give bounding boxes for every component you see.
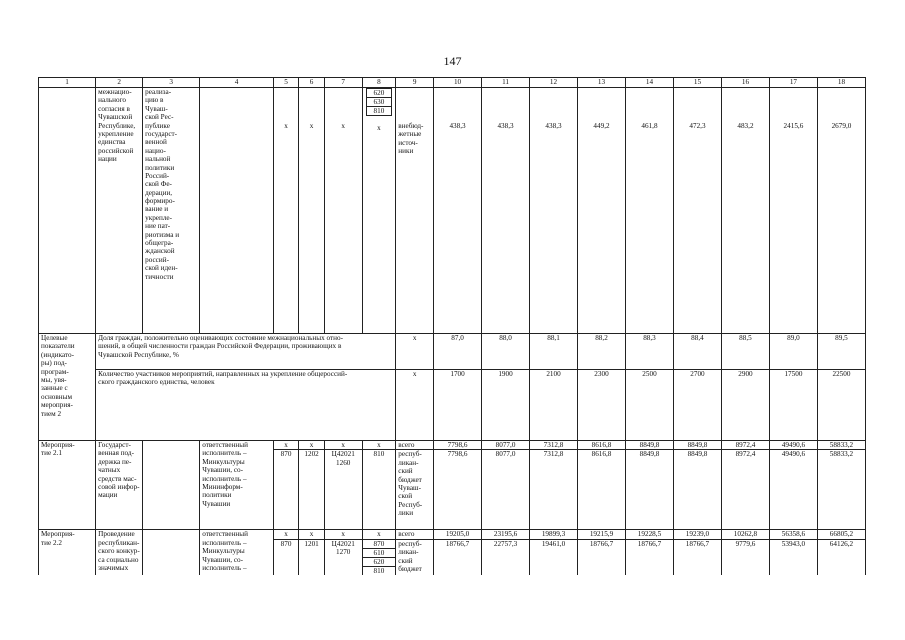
value-cell: 89,5	[817, 334, 865, 370]
value-cell: 461,8	[625, 88, 673, 334]
text-line: бюджет	[398, 564, 422, 573]
text-line: Доля граждан, положительно оценивающих состояние межнациональных отно-	[98, 334, 343, 342]
col-header: 17	[769, 78, 817, 88]
text-line: политики	[145, 163, 175, 172]
text-line: Мероприя-	[41, 530, 75, 539]
value-cell: 8616,8	[578, 450, 626, 530]
text-line: риотизма и	[145, 230, 180, 239]
expense-code: 630	[366, 97, 393, 106]
text-line: ской иден-	[145, 264, 178, 273]
expense-code: 620	[363, 557, 396, 566]
text-line: Чувашской Республике, %	[98, 350, 179, 359]
text-line: значимых	[98, 563, 129, 572]
text-line: Минкультуры	[202, 547, 245, 556]
text-line: програм-	[41, 367, 69, 376]
value-cell: 19205,0	[434, 530, 482, 539]
expense-code: 620	[366, 88, 393, 97]
text-line: мации	[98, 491, 118, 500]
text-line: нацио-	[145, 146, 166, 155]
value-cell: 88,5	[721, 334, 769, 370]
targets-label-cell	[39, 334, 96, 441]
text-line: ского гражданского единства, человек	[98, 378, 215, 387]
col-header: 14	[625, 78, 673, 88]
col-header: 16	[721, 78, 769, 88]
text-line: ский	[398, 556, 413, 565]
text-line: Чувашской	[98, 113, 133, 122]
value-cell: 9779,6	[721, 539, 769, 575]
value-cell: 53943,0	[769, 539, 817, 575]
text-line: показатели	[41, 342, 75, 351]
text-line: (индикато-	[41, 350, 75, 359]
text-line: источ-	[398, 138, 418, 147]
col-header: 3	[143, 78, 200, 88]
table-row	[39, 530, 866, 539]
text-line: мы, увя-	[41, 375, 67, 384]
text-line: дерации,	[145, 188, 173, 197]
value-cell: 58833,2	[817, 450, 865, 530]
text-line: исполнитель –	[202, 563, 247, 572]
value-cell: 49490,6	[769, 450, 817, 530]
measure-label-cell	[39, 441, 96, 530]
measure-name-cell	[96, 530, 143, 575]
measure-name-cell	[96, 441, 143, 530]
text-line: ской Рес-	[145, 113, 174, 122]
value-cell: 18766,7	[625, 539, 673, 575]
value-cell: 7798,6	[434, 441, 482, 450]
value-cell: 2700	[673, 370, 721, 441]
value-cell: 19215,9	[578, 530, 626, 539]
value-cell: 64126,2	[817, 539, 865, 575]
indicator-text-cell	[96, 334, 396, 370]
page-number: 147	[443, 54, 462, 68]
value-cell: 18766,7	[434, 539, 482, 575]
text-line: чатных	[98, 466, 121, 475]
code-list-cell: 620 630 810 x	[362, 88, 396, 334]
text-line: исполнитель –	[202, 449, 247, 458]
value-cell: 1700	[434, 370, 482, 441]
text-line: тие 2.2	[41, 538, 62, 547]
text-line: ликан-	[398, 548, 419, 557]
goal-cell	[143, 88, 200, 334]
text-line: нальной	[145, 155, 171, 164]
text-line: Респуб-	[398, 500, 423, 509]
text-line: ский	[398, 467, 413, 476]
text-line: формиро-	[145, 197, 175, 206]
text-line: вание и	[145, 205, 169, 214]
text-line: укрепление	[98, 129, 134, 138]
code-cell: x	[273, 441, 299, 450]
value-cell: 8616,8	[578, 441, 626, 450]
executor-cell	[200, 441, 274, 530]
table-row	[39, 441, 866, 450]
text-line: основным	[41, 392, 73, 401]
text-line: жетные	[398, 130, 422, 139]
value-cell: 88,4	[673, 334, 721, 370]
value-cell: 2415,6	[769, 88, 817, 334]
text-line: межнацио-	[98, 88, 132, 96]
text-line: Чувашии, со-	[202, 555, 244, 564]
code-cell: x	[362, 441, 396, 450]
col-header: 9	[396, 78, 434, 88]
expense-code: 810	[366, 106, 393, 116]
value-cell: 18766,7	[578, 539, 626, 575]
text-line: реализа-	[145, 88, 172, 96]
text-line: Россий-	[145, 171, 170, 180]
text-line: совой инфор-	[98, 482, 140, 491]
text-line: нации	[98, 155, 117, 164]
text-line: тичности	[145, 272, 174, 281]
col-header: 1	[39, 78, 96, 88]
value-cell: 7312,8	[530, 441, 578, 450]
code-cell: x	[324, 441, 362, 450]
code-cell: x	[299, 530, 325, 539]
col-header: 10	[434, 78, 482, 88]
value-cell: 10262,8	[721, 530, 769, 539]
value-cell: 56358,6	[769, 530, 817, 539]
text-line: Целевые	[41, 334, 68, 342]
col-header: 11	[482, 78, 530, 88]
value-cell: 2500	[625, 370, 673, 441]
col-header: 18	[817, 78, 865, 88]
value-cell: 88,3	[625, 334, 673, 370]
text-line: ники	[398, 147, 414, 156]
value-cell: 1900	[482, 370, 530, 441]
text-line: исполнитель –	[202, 538, 247, 547]
measure-label-cell	[39, 530, 96, 575]
col-header: 15	[673, 78, 721, 88]
text-line: Республике,	[98, 121, 136, 130]
value-cell: 7798,6	[434, 450, 482, 530]
col-header: 8	[362, 78, 396, 88]
text-line: Ц42021	[331, 539, 355, 548]
text-line: ответственный	[202, 441, 248, 449]
value-cell: 19461,0	[530, 539, 578, 575]
code-cell	[324, 539, 362, 575]
value-cell: 7312,8	[530, 450, 578, 530]
text-line: ской Фе-	[145, 180, 172, 189]
code-cell: x	[273, 530, 299, 539]
indicator-text-cell	[96, 370, 396, 441]
text-line: нального	[98, 96, 126, 105]
column-numbers-row	[39, 78, 866, 88]
code-cell: 1202	[299, 450, 325, 530]
text-line: единства	[98, 138, 126, 147]
text-line: россий-	[145, 255, 169, 264]
source-cell	[396, 539, 434, 575]
value-cell: 8849,8	[625, 450, 673, 530]
table-row	[39, 370, 866, 441]
table-row	[39, 88, 866, 334]
source-cell: всего	[396, 441, 434, 450]
text-line: Мероприя-	[41, 441, 75, 449]
text-line: ского конкур-	[98, 547, 140, 556]
text-line: 1270	[336, 548, 351, 557]
value-cell: 2900	[721, 370, 769, 441]
value-cell: 23195,6	[482, 530, 530, 539]
code-cell: x	[362, 530, 396, 539]
code-list-cell	[362, 539, 396, 575]
code-cell: 1201	[299, 539, 325, 575]
col-header: 4	[200, 78, 274, 88]
code-cell	[324, 450, 362, 530]
text-line: цию в	[145, 96, 164, 105]
text-line: ние пат-	[145, 222, 171, 231]
value-cell: 8849,8	[673, 450, 721, 530]
col-header: 2	[96, 78, 143, 88]
value-cell: 8077,0	[482, 450, 530, 530]
value-cell: 2679,0	[817, 88, 865, 334]
value-cell: 49490,6	[769, 441, 817, 450]
value-cell: 8972,4	[721, 441, 769, 450]
value-cell: 88,2	[578, 334, 626, 370]
text-line: шений, в общей численности граждан Российской Федерации, проживающих в	[98, 342, 342, 351]
text-line: лики	[398, 509, 414, 518]
text-line: тием 2	[41, 409, 62, 418]
text-line: са социально	[98, 555, 139, 564]
value-cell: 66805,2	[817, 530, 865, 539]
value-cell: 22500	[817, 370, 865, 441]
value-cell: 17500	[769, 370, 817, 441]
value-cell: 18766,7	[673, 539, 721, 575]
source-cell	[396, 450, 434, 530]
text-line: респуб-	[398, 539, 422, 548]
text-line: держка пе-	[98, 457, 132, 466]
value-cell: 8077,0	[482, 441, 530, 450]
text-line: Количество участников мероприятий, направленных на укрепление общероссий-	[98, 370, 348, 378]
text-line: Чувашии	[202, 499, 231, 508]
code-cell: 870	[273, 450, 299, 530]
text-line: жданской	[145, 247, 175, 256]
text-line: ской	[398, 492, 413, 501]
col-header: 7	[324, 78, 362, 88]
code-cell: x	[324, 88, 362, 334]
table-row	[39, 334, 866, 370]
value-cell: 438,3	[482, 88, 530, 334]
value-cell: 87,0	[434, 334, 482, 370]
event-name-cell	[96, 88, 143, 334]
indicator-x-cell: x	[396, 370, 434, 441]
text-line: бюджет	[398, 475, 422, 484]
text-line: Государст-	[98, 441, 131, 449]
code-cell: x	[299, 88, 325, 334]
value-cell: 19899,3	[530, 530, 578, 539]
value-cell: 2300	[578, 370, 626, 441]
value-cell: 449,2	[578, 88, 626, 334]
value-cell: 8849,8	[673, 441, 721, 450]
value-cell: 438,3	[530, 88, 578, 334]
text-line: Чуваш-	[145, 104, 168, 113]
text-line: российской	[98, 146, 134, 155]
code-cell: x	[324, 530, 362, 539]
text-line: Чувашии, со-	[202, 466, 244, 475]
value-cell: 8972,4	[721, 450, 769, 530]
value-cell: 438,3	[434, 88, 482, 334]
text-line: Чуваш-	[398, 483, 421, 492]
text-line: внебюд-	[398, 122, 424, 130]
value-cell: 89,0	[769, 334, 817, 370]
text-line: согласия в	[98, 104, 130, 113]
col-header: 13	[578, 78, 626, 88]
source-cell: всего	[396, 530, 434, 539]
text-line: Проведение	[98, 530, 135, 539]
expense-code: 610	[363, 548, 396, 557]
text-line: ры) под-	[41, 359, 67, 368]
value-cell: 483,2	[721, 88, 769, 334]
source-cell	[396, 88, 434, 334]
indicator-x-cell: x	[396, 334, 434, 370]
value-cell: 88,0	[482, 334, 530, 370]
text-line: политики	[202, 491, 232, 500]
value-cell: 8849,8	[625, 441, 673, 450]
text-line: общегра-	[145, 239, 174, 248]
text-line: 1260	[336, 458, 351, 467]
text-line: венная под-	[98, 449, 134, 458]
executor-cell	[200, 530, 274, 575]
expense-code: 870	[373, 539, 385, 548]
text-line: укрепле-	[145, 213, 173, 222]
text-line: тие 2.1	[41, 449, 62, 458]
text-line: ответственный	[202, 530, 248, 539]
col-header: 6	[299, 78, 325, 88]
expense-code: 810	[363, 566, 396, 575]
text-line: ликан-	[398, 458, 419, 467]
code-cell: x	[273, 88, 299, 334]
value-cell: 19239,0	[673, 530, 721, 539]
text-line: государст-	[145, 129, 178, 138]
text-line: респуб-	[398, 450, 422, 459]
text-line: венной	[145, 138, 167, 147]
col-header: 5	[273, 78, 299, 88]
text-line: мероприя-	[41, 401, 73, 410]
text-line: средств мас-	[98, 474, 137, 483]
value-cell: 472,3	[673, 88, 721, 334]
code-cell: x	[299, 441, 325, 450]
value-cell: 22757,3	[482, 539, 530, 575]
text-line: Минкультуры	[202, 457, 245, 466]
value-cell: 58833,2	[817, 441, 865, 450]
value-cell: 2100	[530, 370, 578, 441]
col-header: 12	[530, 78, 578, 88]
text-line: Мининформ-	[202, 482, 243, 491]
code-cell: 810	[362, 450, 396, 530]
text-line: исполнитель –	[202, 474, 247, 483]
text-line: Ц42021	[331, 450, 355, 459]
value-cell: 19228,5	[625, 530, 673, 539]
code-cell: 870	[273, 539, 299, 575]
budget-table	[38, 77, 866, 575]
text-line: публике	[145, 121, 170, 130]
text-line: занные с	[41, 384, 68, 393]
value-cell: 88,1	[530, 334, 578, 370]
text-line: республикан-	[98, 538, 140, 547]
